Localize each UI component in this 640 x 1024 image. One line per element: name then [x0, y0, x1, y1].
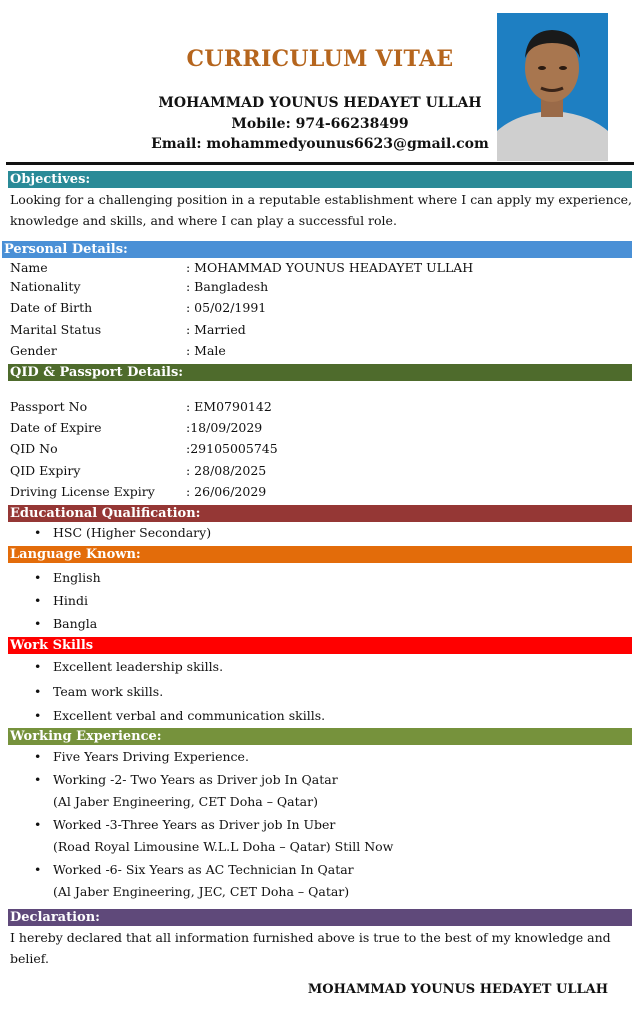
- language-list: [10, 566, 101, 635]
- candidate-name: MOHAMMAD YOUNUS HEDAYET ULLAH: [158, 95, 482, 111]
- education-heading: Educational Qualification:: [8, 505, 632, 522]
- qid-key: QID No: [10, 441, 58, 456]
- qid-value: :18/09/2029: [186, 420, 263, 435]
- experience-detail: (Al Jaber Engineering, CET Doha – Qatar): [53, 794, 318, 809]
- experience-detail: (Al Jaber Engineering, JEC, CET Doha – Qatar): [53, 884, 350, 899]
- list-item: • Hindi: [10, 589, 101, 612]
- list-item: [10, 859, 393, 904]
- personal-value: : Bangladesh: [186, 279, 269, 294]
- cv-title: CURRICULUM VITAE: [186, 46, 454, 72]
- objectives-text: Looking for a challenging position in a reputable establishment where I can apply my experience, knowledge and skills, and where I can play a successful role.: [10, 192, 632, 228]
- skills-list: [10, 655, 325, 729]
- personal-details-heading: Personal Details:: [2, 241, 632, 258]
- list-item: • English: [10, 566, 101, 589]
- signature-name: MOHAMMAD YOUNUS HEDAYET ULLAH: [307, 982, 608, 997]
- objectives-heading: Objectives:: [8, 171, 632, 188]
- personal-key: Date of Birth: [10, 300, 93, 315]
- experience-line: Working -2- Two Years as Driver job In Qatar: [53, 771, 338, 787]
- personal-key: Nationality: [10, 279, 81, 294]
- working-experience-heading: Working Experience:: [8, 728, 632, 745]
- qid-value: : 28/08/2025: [186, 463, 267, 478]
- experience-detail: (Road Royal Limousine W.L.L Doha – Qatar) Still Now: [53, 839, 394, 854]
- list-item: • Excellent verbal and communication skills.: [10, 704, 325, 729]
- personal-key: Marital Status: [10, 322, 102, 337]
- personal-value: : MOHAMMAD YOUNUS HEADAYET ULLAH: [186, 260, 474, 275]
- experience-list: [10, 746, 393, 904]
- qid-value: :29105005745: [186, 441, 278, 456]
- personal-key: Gender: [10, 343, 57, 358]
- header-rule: [6, 162, 634, 165]
- personal-key: Name: [10, 260, 48, 275]
- mobile-line: Mobile: 974-66238499: [231, 116, 409, 132]
- language-heading: Language Known:: [8, 546, 632, 563]
- work-skills-heading: Work Skills: [8, 637, 632, 654]
- list-item: • Bangla: [10, 612, 101, 635]
- list-item: • Excellent leadership skills.: [10, 655, 325, 680]
- qid-key: Passport No: [10, 399, 88, 414]
- profile-photo: [497, 13, 608, 161]
- education-list: [10, 525, 211, 540]
- personal-value: : 05/02/1991: [186, 300, 267, 315]
- qid-value: : 26/06/2029: [186, 484, 267, 499]
- list-item: [10, 814, 393, 859]
- experience-line: Worked -6- Six Years as AC Technician In Qatar: [53, 861, 354, 877]
- email-line: Email: mohammedyounus6623@gmail.com: [151, 136, 489, 152]
- list-item: [10, 769, 393, 814]
- qid-value: : EM0790142: [186, 399, 272, 414]
- list-item: • HSC (Higher Secondary): [10, 525, 211, 540]
- qid-key: QID Expiry: [10, 463, 81, 478]
- list-item: • Team work skills.: [10, 680, 325, 705]
- personal-value: : Married: [186, 322, 246, 337]
- qid-key: Date of Expire: [10, 420, 102, 435]
- qid-key: Driving License Expiry: [10, 484, 155, 499]
- declaration-heading: Declaration:: [8, 909, 632, 926]
- declaration-text: I hereby declared that all information furnished above is true to the best of my knowledge and belief.: [10, 930, 611, 966]
- personal-value: : Male: [186, 343, 226, 358]
- experience-line: Five Years Driving Experience.: [53, 749, 249, 764]
- list-item: [10, 746, 393, 769]
- qid-passport-heading: QID & Passport Details:: [8, 364, 632, 381]
- experience-line: Worked -3-Three Years as Driver job In Uber: [53, 816, 336, 832]
